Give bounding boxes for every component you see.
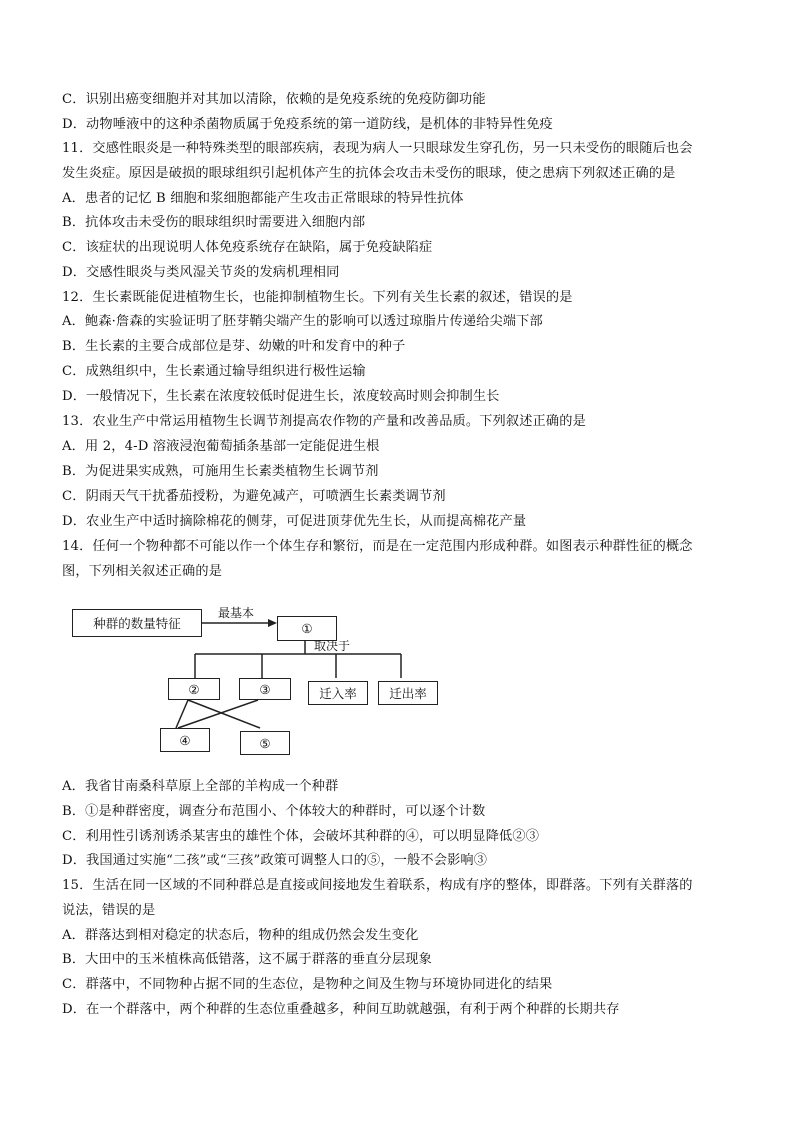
node-3: ③ bbox=[239, 678, 291, 700]
arrow-label: 最基本 bbox=[218, 606, 255, 620]
option-text: C．该症状的出现说明人体免疫系统存在缺陷，属于免疫缺陷症 bbox=[62, 240, 433, 255]
option-text: A．用 2，4-D 溶液浸泡葡萄插条基部一定能促进生根 bbox=[62, 439, 380, 454]
branch-label: 取决于 bbox=[314, 639, 351, 653]
option-text: D．我国通过实施“二孩”或“三孩”政策可调整人口的⑤，一般不会影响③ bbox=[62, 853, 488, 868]
question-13-text: 13．农业生产中常运用植物生长调节剂提高农作物的产量和改善品质。下列叙述正确的是 bbox=[62, 414, 586, 429]
option-text: D．交感性眼炎与类风湿关节炎的发病机理相同 bbox=[62, 265, 340, 280]
question-12-text: 12．生长素既能促进植物生长，也能抑制植物生长。下列有关生长素的叙述，错误的是 bbox=[62, 290, 573, 305]
option-text: B．①是种群密度，调查分布范围小、个体较大的种群时，可以逐个计数 bbox=[62, 804, 486, 819]
option-text: C．利用性引诱剂诱杀某害虫的雄性个体，会破坏其种群的④，可以明显降低②③ bbox=[62, 829, 540, 844]
option-text: B．为促进果实成熟，可施用生长素类植物生长调节剂 bbox=[62, 464, 379, 479]
question-14-text-cont: 图，下列相关叙述正确的是 bbox=[62, 564, 223, 579]
option-text: C．群落中，不同物种占据不同的生态位，是物种之间及生物与环境协同进化的结果 bbox=[62, 977, 553, 992]
option-text: A．鲍森·詹森的实验证明了胚芽鞘尖端产生的影响可以透过琼脂片传递给尖端下部 bbox=[62, 314, 543, 329]
option-text: D．在一个群落中，两个种群的生态位重叠越多，种间互助就越强，有利于两个种群的长期共存 bbox=[62, 1002, 620, 1017]
option-text: B．抗体攻击未受伤的眼球组织时需要进入细胞内部 bbox=[62, 215, 366, 230]
question-14-text: 14．任何一个物种都不可能以作一个体生存和繁衍，而是在一定范围内形成种群。如图表示种群性征的概念 bbox=[62, 539, 693, 554]
question-11-text: 11．交感性眼炎是一种特殊类型的眼部疾病，表现为病人一只眼球发生穿孔伤，另一只未受伤的眼随后也会 bbox=[62, 141, 693, 156]
node-immigration-rate: 迁入率 bbox=[308, 681, 368, 705]
question-15-text: 15．生活在同一区域的不同种群总是直接或间接地发生着联系，构成有序的整体，即群落。下列有关群落的 bbox=[62, 878, 693, 893]
option-text: B．大田中的玉米植株高低错落，这不属于群落的垂直分层现象 bbox=[62, 952, 432, 967]
node-5: ⑤ bbox=[240, 731, 290, 755]
population-concept-diagram bbox=[72, 604, 452, 764]
node-4: ④ bbox=[160, 728, 210, 752]
node-2: ② bbox=[168, 678, 220, 700]
node-population-quantity: 种群的数量特征 bbox=[72, 609, 202, 637]
node-emigration-rate: 迁出率 bbox=[378, 681, 438, 705]
option-text: A．我省甘南桑科草原上全部的羊构成一个种群 bbox=[62, 779, 339, 794]
question-15-text-cont: 说法，错误的是 bbox=[62, 903, 156, 918]
option-text: A．患者的记忆 B 细胞和浆细胞都能产生攻击正常眼球的特异性抗体 bbox=[62, 191, 464, 206]
option-text: C．成熟组织中，生长素通过输导组织进行极性运输 bbox=[62, 364, 366, 379]
option-text: B．生长素的主要合成部位是芽、幼嫩的叶和发育中的种子 bbox=[62, 339, 406, 354]
option-text: C．识别出癌变细胞并对其加以清除，依赖的是免疫系统的免疫防御功能 bbox=[62, 92, 486, 107]
option-text: D．农业生产中适时摘除棉花的侧芽，可促进顶芽优先生长，从而提高棉花产量 bbox=[62, 514, 527, 529]
question-11-text-cont: 发生炎症。原因是破损的眼球组织引起机体产生的抗体会攻击未受伤的眼球，使之患病下列叙述正确的是 bbox=[62, 166, 676, 181]
node-1: ① bbox=[277, 616, 337, 641]
option-text: D．动物唾液中的这种杀菌物质属于免疫系统的第一道防线，是机体的非特异性免疫 bbox=[62, 117, 553, 132]
option-text: D．一般情况下，生长素在浓度较低时促进生长，浓度较高时则会抑制生长 bbox=[62, 389, 500, 404]
option-text: A．群落达到相对稳定的状态后，物种的组成仍然会发生变化 bbox=[62, 928, 419, 943]
option-text: C．阴雨天气干扰番茄授粉，为避免减产，可喷洒生长素类调节剂 bbox=[62, 489, 446, 504]
